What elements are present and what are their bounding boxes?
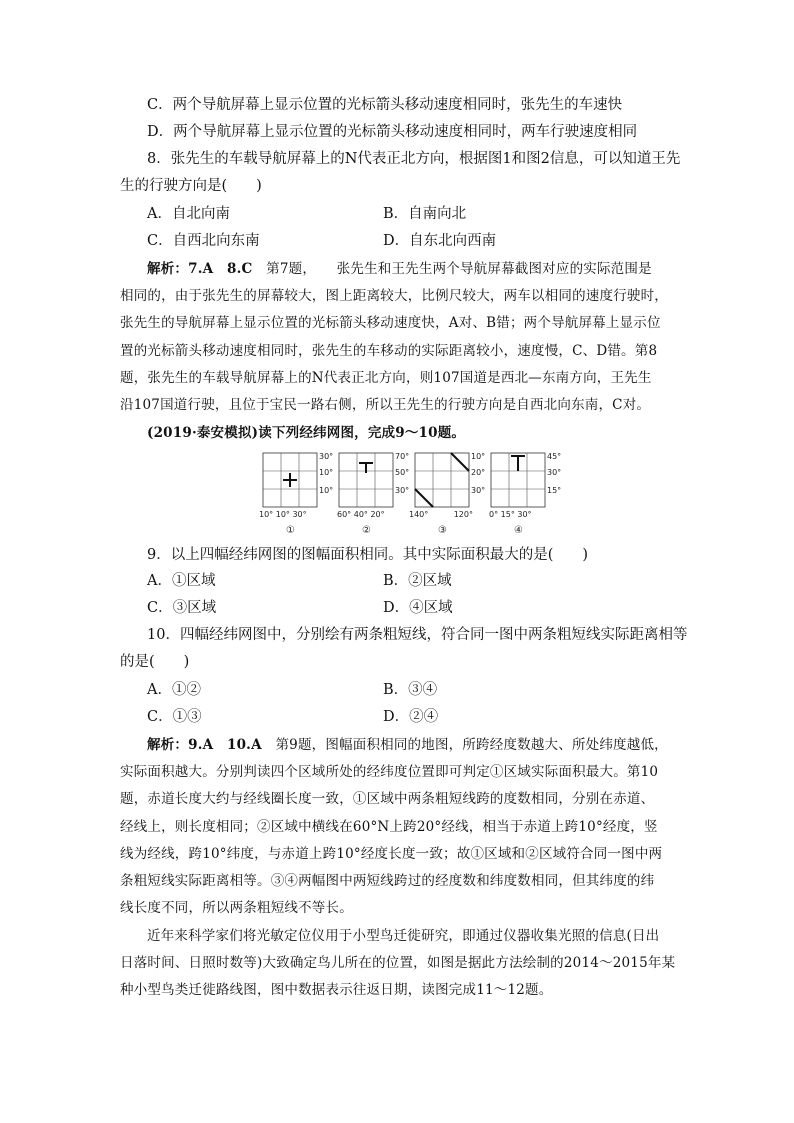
q9-option-c: C．③区域 xyxy=(147,600,217,616)
q6-option-c: C．两个导航屏幕上显示位置的光标箭头移动速度相同时，张先生的车速快 xyxy=(147,97,623,113)
p3-lat-2: 20° xyxy=(471,468,486,477)
graticule-panel-3 xyxy=(415,453,469,507)
graticule-panel-1 xyxy=(263,453,317,507)
q8-stem-cont: 生的行驶方向是( ) xyxy=(120,178,262,194)
analysis-1-first-line xyxy=(147,259,652,279)
q9-option-a: A．①区域 xyxy=(147,573,216,589)
q8-stem: 8．张先生的车载导航屏幕上的N代表正北方向，根据图1和图2信息，可以知道王先 xyxy=(147,151,681,167)
analysis-1-line-2: 相同的，由于张先生的屏幕较大，图上距离较大，比例尺较大，两车以相同的速度行驶时， xyxy=(120,288,668,304)
q10-stem-cont: 的是( ) xyxy=(120,654,190,670)
p3-lon-labels: 140° 120° xyxy=(409,510,473,519)
p1-lat-2: 10° xyxy=(319,468,334,477)
q9-stem: 9．以上四幅经纬网图的图幅面积相同。其中实际面积最大的是( ) xyxy=(147,547,589,563)
analysis-1-line-4: 置的光标箭头移动速度相同时，张先生的车移动的实际距离较小，速度慢，C、D错。第8 xyxy=(120,343,658,359)
q8-option-a: A．自北向南 xyxy=(147,206,230,222)
analysis-answers: 9.A 10.A xyxy=(188,737,262,753)
analysis-1-line-5: 题，张先生的车载导航屏幕上的N代表正北方向，则107国道是西北—东南方向，王先生 xyxy=(120,370,652,386)
q9-option-d: D．④区域 xyxy=(383,600,453,616)
analysis-2-line-5: 线为经线，跨10°纬度，与赤道上跨10°经度长度一致；故①区域和②区域符合同一图中两 xyxy=(120,846,663,862)
q10-option-c: C．①③ xyxy=(147,709,202,725)
p1-lon-labels: 10° 10° 30° xyxy=(259,510,307,519)
q10-option-b: B．③④ xyxy=(383,682,438,698)
p4-number: ④ xyxy=(514,525,523,536)
analysis-1-line-3: 张先生的导航屏幕上显示位置的光标箭头移动速度快，A对、B错；两个导航屏幕上显示位 xyxy=(120,315,661,331)
analysis-label: 解析： xyxy=(147,737,189,753)
p4-lon-labels: 0° 15° 30° xyxy=(489,510,532,519)
p1-number: ① xyxy=(286,525,295,536)
p2-number: ② xyxy=(362,525,371,536)
q8-option-b: B．自南向北 xyxy=(383,206,467,222)
intro-q11-12-line-2: 日落时间、日照时数等)大致确定鸟儿所在的位置，如图是据此方法绘制的2014～2015年某 xyxy=(120,955,676,971)
p2-lon-labels: 60° 40° 20° xyxy=(337,510,385,519)
p4-lat-1: 45° xyxy=(547,452,562,461)
analysis-2-line-3: 题，赤道长度大约与经线圈长度一致，①区域中两条粗短线跨的度数相同，分别在赤道、 xyxy=(120,791,655,807)
p4-lat-2: 30° xyxy=(547,468,562,477)
analysis-2-line-2: 实际面积越大。分别判读四个区域所处的经纬度位置即可判定①区域实际面积最大。第10 xyxy=(120,764,659,780)
p2-lat-3: 30° xyxy=(395,486,410,495)
q8-option-c: C．自西北向东南 xyxy=(147,233,260,249)
analysis-2-line-7: 线长度不同，所以两条粗短线不等长。 xyxy=(120,900,353,916)
analysis-2-first-line xyxy=(147,735,668,755)
q10-option-d: D．②④ xyxy=(383,709,439,725)
p4-lat-3: 15° xyxy=(547,486,562,495)
intro-q11-12-line-3: 种小型鸟类迁徙路线图，图中数据表示往返日期，读图完成11～12题。 xyxy=(120,982,553,998)
graticule-panel-2 xyxy=(339,453,393,507)
p2-lat-1: 70° xyxy=(395,452,410,461)
analysis-1-line-6: 沿107国道行驶，且位于宝民一路右侧，所以王先生的行驶方向是自西北向东南，C对。 xyxy=(120,397,651,413)
q9-option-b: B．②区域 xyxy=(383,573,452,589)
analysis-2-line-4: 经线上，则长度相同；②区域中横线在60°N上跨20°经线，相当于赤道上跨10°经度，竖 xyxy=(120,819,658,835)
p3-number: ③ xyxy=(438,525,447,536)
q10-option-a: A．①② xyxy=(147,682,201,698)
q6-option-d: D．两个导航屏幕上显示位置的光标箭头移动速度相同时，两车行驶速度相同 xyxy=(147,124,638,140)
p3-lat-3: 30° xyxy=(471,486,486,495)
graticule-diagram xyxy=(255,451,562,541)
p1-lat-3: 10° xyxy=(319,486,334,495)
p2-lat-2: 50° xyxy=(395,468,410,477)
analysis-text: 第9题，图幅面积相同的地图，所跨经度数越大、所处纬度越低， xyxy=(275,737,668,753)
p3-lat-1: 10° xyxy=(471,452,486,461)
analysis-text: 第7题， 张先生和王先生两个导航屏幕截图对应的实际范围是 xyxy=(266,261,652,277)
graticule-panel-4 xyxy=(491,453,545,507)
q10-stem: 10．四幅经纬网图中，分别绘有两条粗短线，符合同一图中两条粗短线实际距离相等 xyxy=(147,627,688,643)
analysis-label: 解析： xyxy=(147,261,189,277)
p1-lat-1: 30° xyxy=(319,452,334,461)
analysis-answers: 7.A 8.C xyxy=(188,261,253,277)
analysis-2-line-6: 条粗短线实际距离相等。③④两幅图中两短线跨过的经度数和纬度数相同，但其纬度的纬 xyxy=(120,873,655,889)
intro-q11-12-line-1: 近年来科学家们将光敏定位仪用于小型鸟迁徙研究，即通过仪器收集光照的信息(日出 xyxy=(147,928,660,944)
q8-option-d: D．自东北向西南 xyxy=(383,233,497,249)
intro-q9-10: (2019·泰安模拟)读下列经纬网图，完成9～10题。 xyxy=(147,425,466,441)
